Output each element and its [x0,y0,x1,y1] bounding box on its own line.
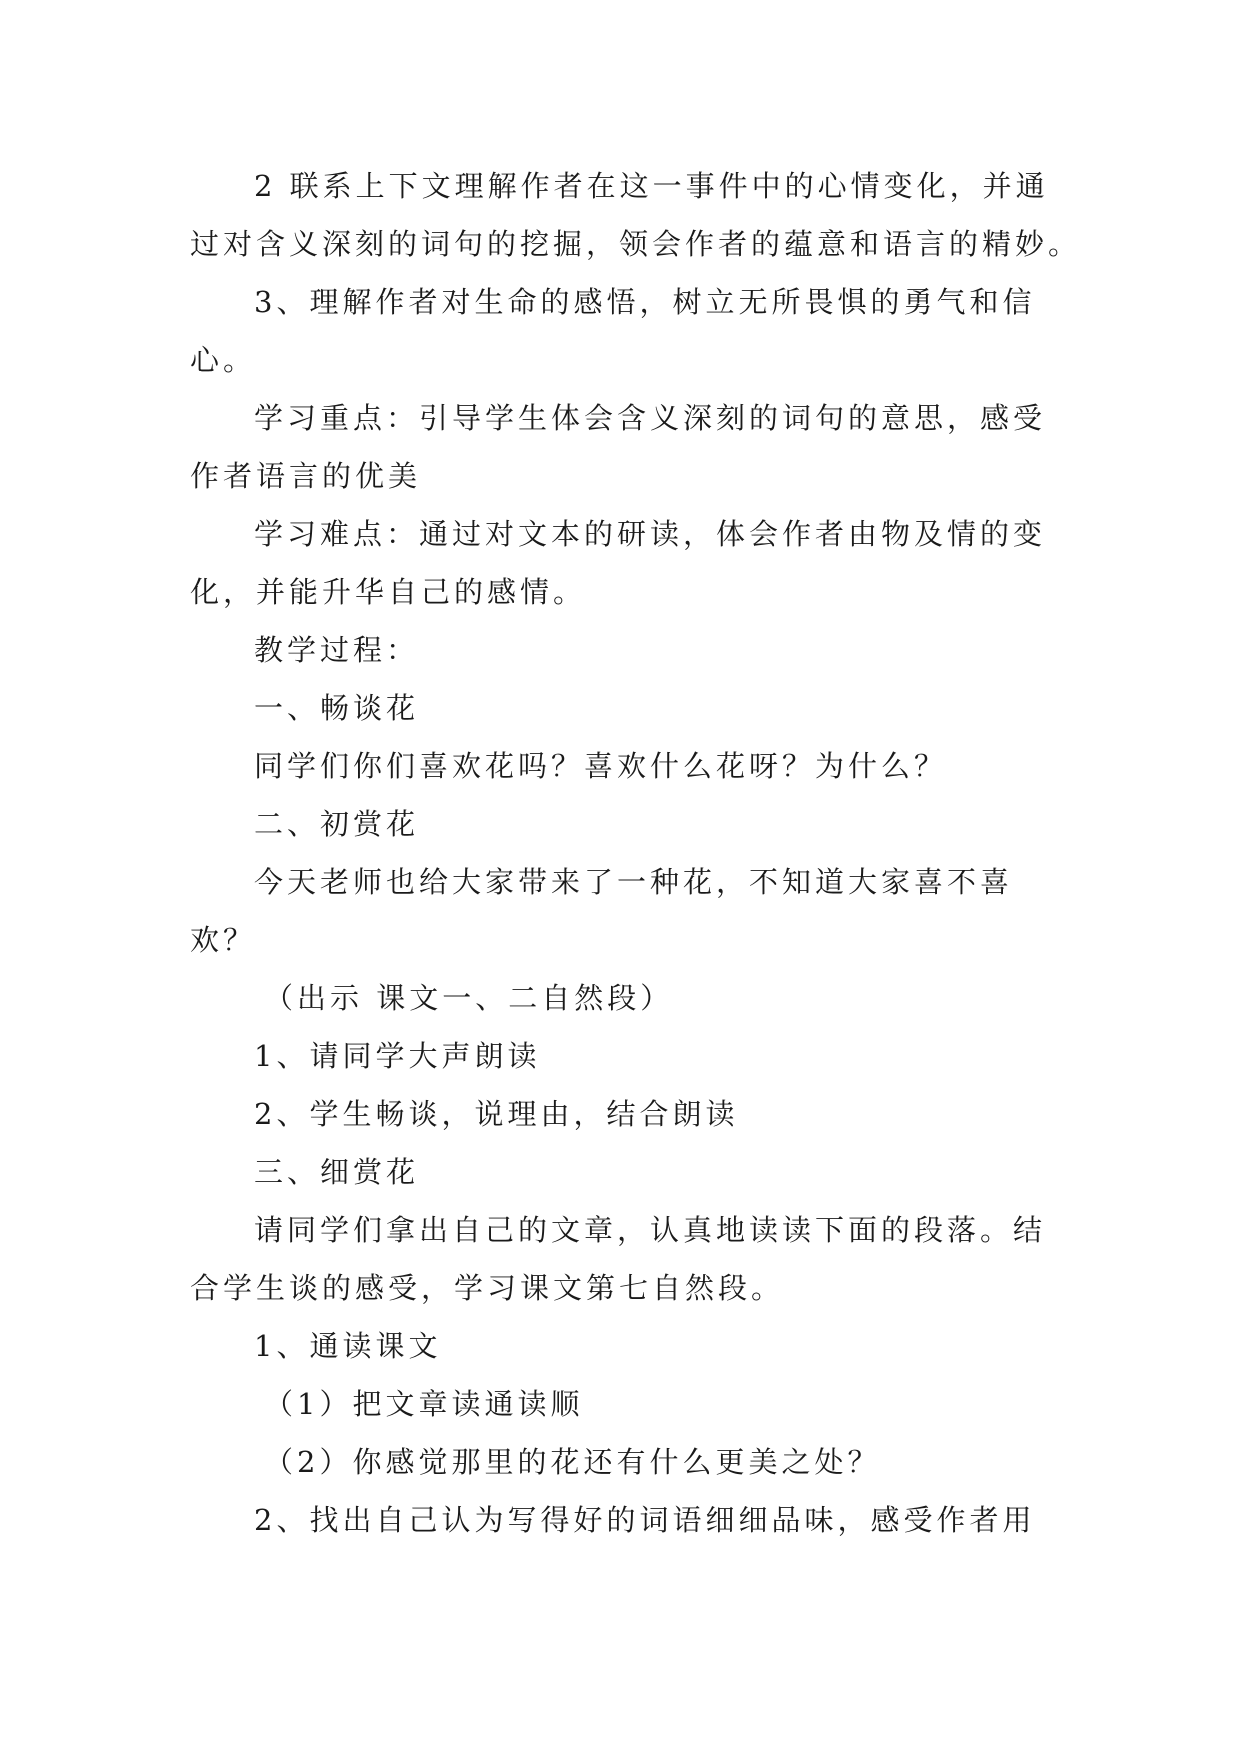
text-line: 请同学们拿出自己的文章，认真地读读下面的段落。结 [254,1213,1047,1247]
text-line: 三、细赏花 [254,1155,420,1189]
text-line: 欢？ [190,923,257,957]
text-line: 过对含义深刻的词句的挖掘，领会作者的蕴意和语言的精妙。 [190,227,1082,261]
text-line: 3、理解作者对生命的感悟，树立无所畏惧的勇气和信 [254,285,1036,319]
text-line: （出示 课文一、二自然段） [264,981,674,1015]
text-line: 1、通读课文 [254,1329,442,1363]
text-line: 化，并能升华自己的感情。 [190,575,587,609]
text-line: 学习重点：引导学生体会含义深刻的词句的意思，感受 [254,401,1047,435]
text-line: （2）你感觉那里的花还有什么更美之处？ [264,1445,881,1479]
text-line: 二、初赏花 [254,807,420,841]
text-line: 2、学生畅谈，说理由，结合朗读 [254,1097,739,1131]
text-line: 2 联系上下文理解作者在这一事件中的心情变化，并通 [254,169,1049,203]
text-line: 2、找出自己认为写得好的词语细细品味，感受作者用 [254,1503,1036,1537]
text-line: 教学过程： [254,633,420,667]
text-line: 学习难点：通过对文本的研读，体会作者由物及情的变 [254,517,1047,551]
text-line: 合学生谈的感受，学习课文第七自然段。 [190,1271,785,1305]
text-line: 作者语言的优美 [190,459,422,493]
text-line: 1、请同学大声朗读 [254,1039,541,1073]
text-line: 同学们你们喜欢花吗？喜欢什么花呀？为什么？ [254,749,948,783]
text-line: 心。 [190,343,257,377]
text-line: （1）把文章读通读顺 [264,1387,584,1421]
text-line: 今天老师也给大家带来了一种花，不知道大家喜不喜 [254,865,1014,899]
text-line: 一、畅谈花 [254,691,420,725]
